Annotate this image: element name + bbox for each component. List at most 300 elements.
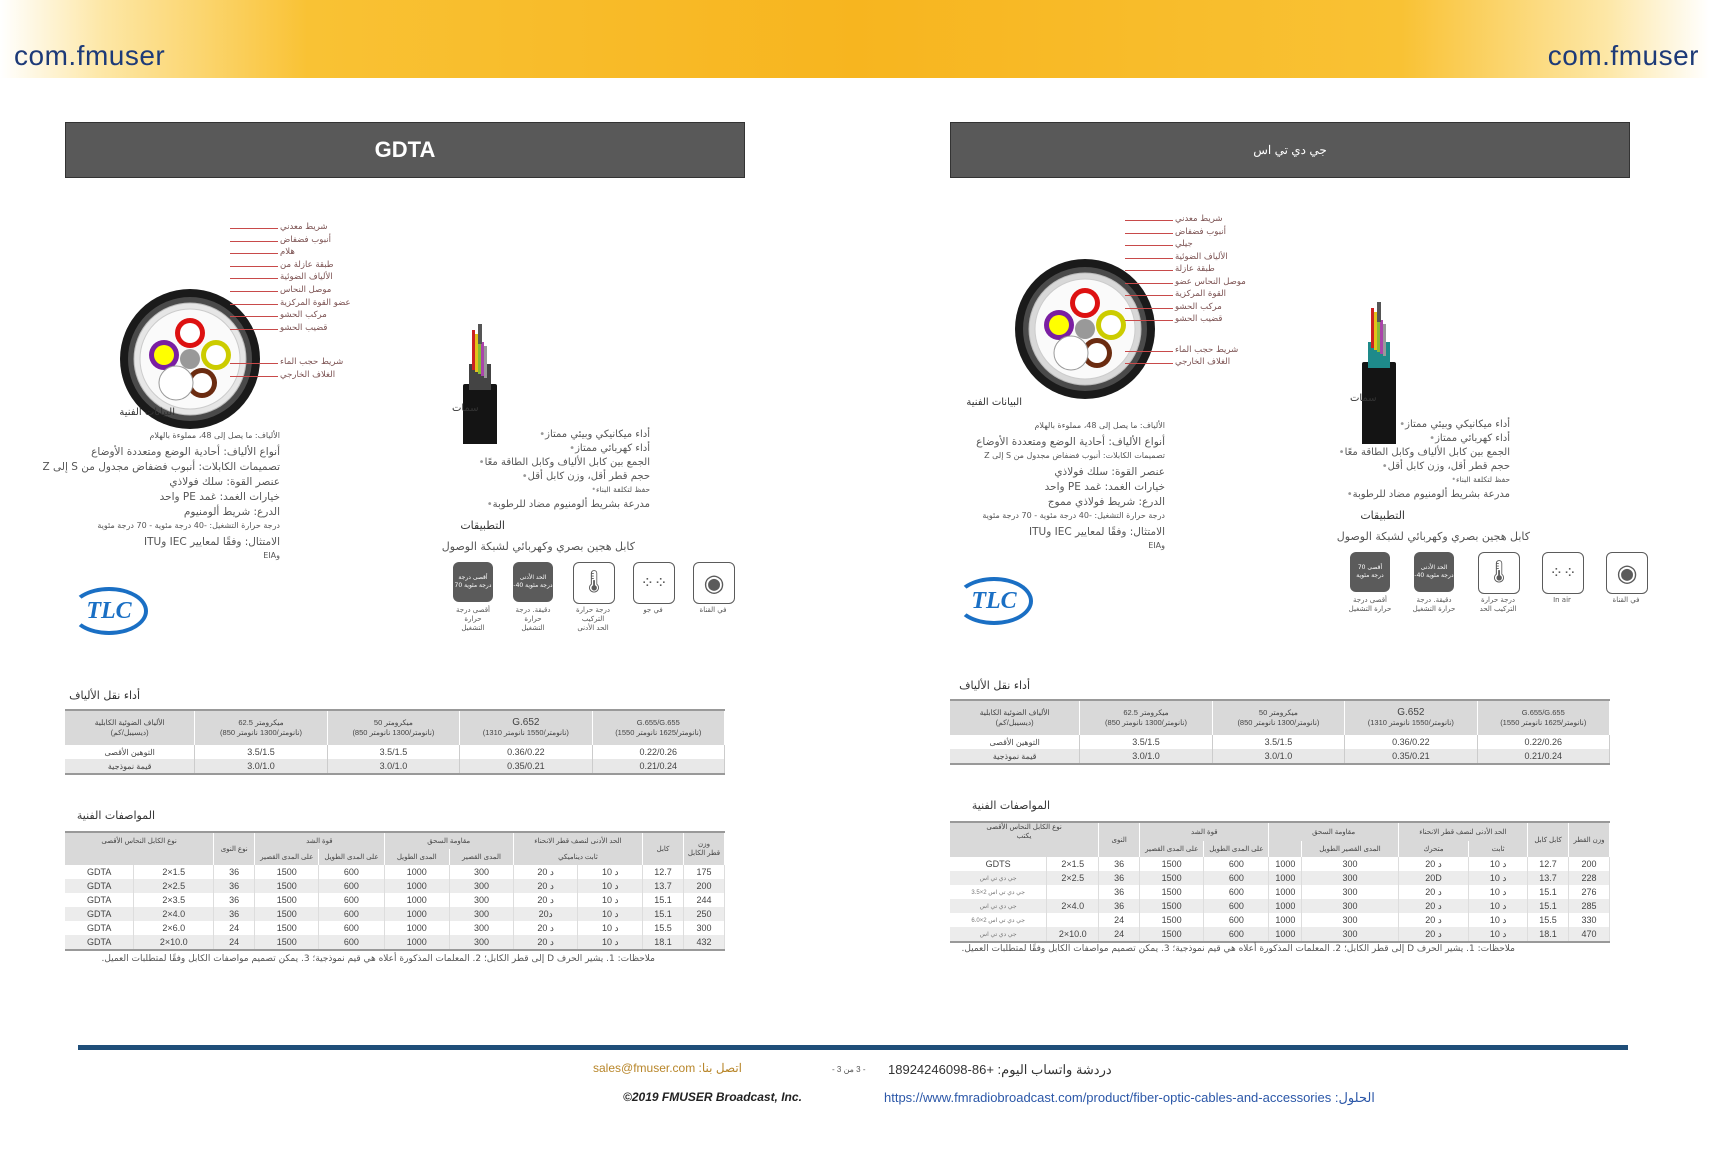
table-cell: جي دي تي اس: [950, 871, 1047, 885]
table-cell: 15.1: [1528, 899, 1569, 913]
table-cell: 276: [1569, 885, 1610, 899]
table-cell: 600: [319, 907, 384, 921]
leader-line: [1125, 258, 1173, 259]
diagram-label: شريط حجب الماء: [280, 357, 344, 368]
table-cell: 15.5: [1528, 913, 1569, 927]
table-cell: 20D: [1398, 871, 1468, 885]
table-cell: 20 د: [513, 935, 578, 950]
tech-line: عنصر القوة: سلك فولاذي: [1054, 466, 1165, 478]
feature-text: حفظ لتكلفة البناء: [1455, 475, 1510, 484]
table-cell: 600: [1204, 927, 1269, 942]
table-cell: 600: [319, 921, 384, 935]
column-header: على المدى القصير: [255, 849, 319, 865]
table-cell: 300: [450, 907, 514, 921]
table-cell: جي دي تي اس 2×3.5: [950, 885, 1047, 899]
features-heading: سمات: [1350, 393, 1377, 404]
feature-item: [588, 485, 650, 494]
table-cell: 0.21/0.24: [592, 759, 724, 774]
column-header: [65, 849, 214, 865]
table-cell: 300: [1302, 927, 1399, 942]
table-cell: 10 د: [578, 865, 643, 879]
table-row: [950, 871, 1610, 885]
table-cell: 1000: [1269, 885, 1302, 899]
feature-text: أداء كهربائي ممتاز: [575, 443, 650, 454]
diagram-label: قضيب الحشو: [280, 322, 328, 333]
table-row: [65, 935, 725, 950]
table-cell: 300: [1302, 857, 1399, 871]
table-cell: 244: [684, 893, 725, 907]
app-icon-caption: في جو: [643, 606, 663, 614]
app-icon-3: ⁘⁘: [633, 562, 675, 604]
app-icon-caption: درجة حرارة التركيب الحد: [1479, 596, 1517, 613]
table-row: [65, 745, 725, 759]
tech-line: خيارات الغمد: غمد PE واحد: [1044, 481, 1165, 493]
leader-line: [1125, 220, 1173, 221]
bullet-icon: •: [1338, 447, 1345, 458]
table-row: [65, 907, 725, 921]
table-cell: 2×4.0: [134, 907, 214, 921]
table-cell: 1500: [1140, 885, 1204, 899]
tlc-logo: TLC: [955, 577, 1033, 625]
feature-text: الجمع بين كابل الألياف وكابل الطاقة معًا: [484, 457, 650, 468]
app-icon-label: الحد الأدنى -40 درجة مئوية: [1414, 564, 1454, 579]
leader-line: [1125, 245, 1173, 246]
table-cell: 200: [1569, 857, 1610, 871]
table-cell: 20 د: [1398, 885, 1468, 899]
table-cell: 12.7: [1528, 857, 1569, 871]
header-main: (850 نانومتر/1300 نانومتر): [1105, 718, 1188, 727]
app-icon-1: [1414, 552, 1454, 592]
tech-line: عنصر القوة: سلك فولاذي: [169, 476, 280, 488]
table-cell: 300: [1302, 885, 1399, 899]
table-cell: 600: [1204, 913, 1269, 927]
table-cell: 12.7: [643, 865, 684, 879]
leader-line: [1125, 295, 1173, 296]
tech-line: أنواع الألياف: أحادية الوضع ومتعددة الأوضاع: [976, 436, 1165, 448]
column-header: نوع الكابل النحاس الأقصى يكتب: [950, 822, 1099, 841]
table-cell: 1500: [255, 921, 319, 935]
table-row: [65, 893, 725, 907]
product-title: GDTA: [65, 122, 745, 178]
top-banner: [0, 0, 1709, 78]
table-cell: GDTA: [65, 921, 134, 935]
column-header: الحد الأدنى لنصف قطر الانحناء: [1398, 822, 1527, 841]
table-cell: 3.0/1.0: [1080, 749, 1212, 764]
table-cell: 36: [1099, 899, 1140, 913]
column-header: [950, 841, 1099, 857]
brand-right: com.fmuser: [1547, 40, 1699, 71]
app-icon-caption: In air: [1553, 596, 1571, 604]
app-icon-label: الحد الأدنى -40 درجة مئوية: [513, 574, 553, 589]
app-icon-label: أقصى درجة 70 درجة مئوية: [454, 574, 492, 589]
feature-text: حجم قطر أقل، وزن كابل أقل: [527, 471, 650, 482]
table-header: [65, 710, 725, 745]
feature-item: [1395, 419, 1510, 430]
table-cell: 600: [1204, 885, 1269, 899]
table-cell: 20 د: [1398, 927, 1468, 942]
header-sub: G.652: [512, 717, 540, 728]
leader-line: [230, 316, 278, 317]
header-sub: G.655/G.655: [636, 718, 680, 727]
table-cell: 15.5: [643, 921, 684, 935]
table-cell: 1000: [1269, 913, 1302, 927]
column-header: [1080, 700, 1212, 735]
table-cell: 2×2.5: [1047, 871, 1099, 885]
table-cell: 300: [450, 865, 514, 879]
bullet-icon: •: [1451, 475, 1456, 484]
leader-line: [230, 253, 278, 254]
column-header: كابل: [643, 832, 684, 865]
table-cell: 285: [1569, 899, 1610, 913]
table-cell: 1500: [1140, 857, 1204, 871]
feature-item: [1335, 447, 1510, 458]
table-cell: 330: [1569, 913, 1610, 927]
table-row: [65, 865, 725, 879]
table-subheader: [950, 841, 1610, 857]
table-cell: 300: [1302, 899, 1399, 913]
column-header: قوة الشد: [255, 832, 384, 849]
brand-left: com.fmuser: [14, 40, 166, 71]
header-main: الألياف الضوئية الكابلية (ديسيبل/كم): [979, 708, 1050, 727]
feature-text: مدرعة بشريط ألومنيوم مضاد للرطوبة: [1352, 489, 1510, 500]
table-cell: 2×10.0: [1047, 927, 1099, 942]
column-header: مقاومة السحق: [384, 832, 513, 849]
leader-line: [230, 376, 278, 377]
app-icon-4: ◉: [1606, 552, 1648, 594]
tech-heading: البيانات الفنية: [966, 397, 1022, 408]
table-row: [65, 879, 725, 893]
table-cell: 2×1.5: [134, 865, 214, 879]
table-cell: GDTA: [65, 907, 134, 921]
table-cell: 0.36/0.22: [1345, 735, 1477, 749]
tech-line: الألياف: ما يصل إلى 48، مملوءة بالهلام: [149, 431, 280, 440]
table-cell: 1500: [255, 935, 319, 950]
table-cell: 15.1: [643, 893, 684, 907]
table-cell: 18.1: [643, 935, 684, 950]
table-cell: 1000: [384, 893, 450, 907]
diagram-label: مركب الحشو: [280, 310, 327, 321]
diagram-label: القوة المركزية: [1175, 289, 1227, 299]
table-cell: 2×2.5: [134, 879, 214, 893]
table-cell: 300: [450, 893, 514, 907]
table-cell: 10 د: [1469, 885, 1528, 899]
feature-item: [1378, 461, 1510, 472]
table-cell: 1500: [1140, 913, 1204, 927]
table-cell: 36: [214, 893, 255, 907]
header-main: (850 نانومتر/1300 نانومتر): [352, 728, 435, 737]
column-header: كابل كابل: [1528, 822, 1569, 857]
table-cell: 3.0/1.0: [327, 759, 459, 774]
app-icon-caption: درجة حرارة التركيب الحد الأدنى: [576, 606, 610, 632]
header-sub: 50 ميكرومتر: [373, 718, 413, 727]
table-cell: 10 د: [578, 879, 643, 893]
table-cell: 20 د: [1398, 857, 1468, 871]
table-cell: 1500: [1140, 871, 1204, 885]
bullet-icon: •: [569, 443, 576, 454]
column-header: [327, 710, 459, 745]
app-icon-2: 🌡: [1478, 552, 1520, 594]
diagram-label: الغلاف الخارجي: [1175, 357, 1231, 367]
bullet-icon: •: [1399, 419, 1406, 430]
table-cell: 13.7: [643, 879, 684, 893]
feature-item: [535, 429, 650, 440]
table-cell: 1000: [1269, 927, 1302, 942]
table-cell: 20 د: [1398, 899, 1468, 913]
tech-line: درجة حرارة التشغيل: -40 درجة مئوية - 70 درجة مئوية: [982, 511, 1165, 520]
diagram-label: أنبوب فضفاض: [280, 234, 331, 245]
app-icon-caption: دقيقة. درجة حرارة التشغيل: [515, 606, 551, 632]
leader-line: [1125, 283, 1173, 284]
diagram-label: جيلي: [1175, 239, 1193, 249]
header-sub: G.655/G.655: [1521, 708, 1565, 717]
tech-line: الدرع: شريط ألومنيوم: [183, 506, 280, 518]
column-header: النوى: [1099, 822, 1140, 857]
solution-link[interactable]: الحلول: https://www.fmradiobroadcast.com/product/fiber-optic-cables-and-accessories: [884, 1090, 1375, 1105]
applications-heading: التطبيقات: [460, 519, 505, 532]
leader-line: [1125, 233, 1173, 234]
tech-line: درجة حرارة التشغيل: -40 درجة مئوية - 70 درجة مئوية: [97, 521, 280, 530]
column-header: [460, 710, 592, 745]
bullet-icon: •: [539, 429, 546, 440]
table-cell: جي دي تي اس 2×6.0: [950, 913, 1047, 927]
leader-line: [1125, 363, 1173, 364]
diagram-label: الألياف الضوئية: [1175, 251, 1228, 262]
column-header: على المدى الطويل: [319, 849, 384, 865]
leader-line: [1125, 270, 1173, 271]
table-cell: 3.5/1.5: [1080, 735, 1212, 749]
feature-item: [483, 499, 650, 510]
table-cell: 2×10.0: [134, 935, 214, 950]
feature-text: حفظ لتكلفة البناء: [595, 485, 650, 494]
column-header: وزن القطر: [1569, 822, 1610, 857]
bullet-icon: •: [1346, 489, 1353, 500]
table-cell: 1500: [255, 879, 319, 893]
table-cell: 228: [1569, 871, 1610, 885]
leader-line: [230, 363, 278, 364]
column-header: على المدى الطويل: [1204, 841, 1269, 857]
tech-line: وEIA: [1148, 541, 1165, 550]
table-cell: 1000: [1269, 871, 1302, 885]
column-header: قوة الشد: [1140, 822, 1269, 841]
table-cell: 0.22/0.26: [1477, 735, 1609, 749]
right-product: [950, 122, 1640, 954]
table-cell: 250: [684, 907, 725, 921]
copyright: ©2019 FMUSER Broadcast, Inc.: [623, 1090, 802, 1104]
product-title: جي دي تي اس: [950, 122, 1630, 178]
app-icon-caption: في القناة: [699, 606, 727, 614]
table-cell: 10 د: [578, 907, 643, 921]
table-cell: قيمة نموذجية: [950, 749, 1080, 764]
table-cell: 300: [684, 921, 725, 935]
diagram-label: موصل النحاس عضو: [1175, 276, 1246, 287]
column-header: المدى القصير: [450, 849, 514, 865]
leader-line: [230, 241, 278, 242]
table-cell: 18.1: [1528, 927, 1569, 942]
table-row: [950, 927, 1610, 942]
diagram-label: شريط معدني: [1175, 214, 1223, 224]
table-cell: 1000: [1269, 899, 1302, 913]
header-main: (1310 نانومتر/1550 نانومتر): [1367, 718, 1454, 727]
tech-line: الدرع: شريط فولاذي مموج: [1047, 496, 1165, 508]
table-cell: 1500: [1140, 899, 1204, 913]
table-cell: 1000: [384, 865, 450, 879]
spec-heading: المواصفات الفنية: [971, 799, 1050, 812]
table-cell: 36: [1099, 857, 1140, 871]
leader-line: [1125, 351, 1173, 352]
table-cell: 432: [684, 935, 725, 950]
leader-line: [230, 266, 278, 267]
table-cell: 1500: [1140, 927, 1204, 942]
column-header: مقاومة السحق: [1269, 822, 1398, 841]
table-cell: 1000: [384, 907, 450, 921]
diagram-labels: [950, 122, 1630, 452]
table-cell: 600: [319, 935, 384, 950]
feature-text: مدرعة بشريط ألومنيوم مضاد للرطوبة: [492, 499, 650, 510]
table-cell: 20 د: [513, 921, 578, 935]
table-cell: 10 د: [1469, 857, 1528, 871]
bullet-icon: •: [478, 457, 485, 468]
leader-line: [230, 329, 278, 330]
header-main: (1310 نانومتر/1550 نانومتر): [482, 728, 569, 737]
technical-spec-table: [65, 831, 725, 951]
diagram-label: الغلاف الخارجي: [280, 370, 336, 380]
table-cell: 24: [214, 935, 255, 950]
contact-email[interactable]: اتصل بنا: sales@fmuser.com: [593, 1061, 743, 1075]
column-header: نوع الكابل النحاس الأقصى: [65, 832, 214, 849]
leader-line: [230, 228, 278, 229]
column-header: متحرك: [1398, 841, 1468, 857]
leader-line: [230, 278, 278, 279]
app-icon-2: 🌡: [573, 562, 615, 604]
diagram-label: شريط حجب الماء: [1175, 344, 1239, 355]
table-cell: 24: [1099, 913, 1140, 927]
tech-line: الامتثال: وفقًا لمعايير IEC وITU: [1029, 526, 1165, 538]
tech-heading: البيانات الفنية: [119, 407, 175, 418]
applications-text: كابل هجين بصري وكهربائي لشبكة الوصول: [441, 540, 635, 553]
table-cell: 2×3.5: [134, 893, 214, 907]
table-cell: قيمة نموذجية: [65, 759, 195, 774]
table-cell: 600: [319, 865, 384, 879]
table-cell: 20 د: [1398, 913, 1468, 927]
table-cell: 10 د: [1469, 927, 1528, 942]
app-icon-caption: في القناة: [1612, 596, 1640, 604]
spec-note: ملاحظات: 1. يشير الحرف D إلى قطر الكابل؛ 2. المعلمات المذكورة أعلاه هي قيم نموذجية؛ 3. يمكن تصميم مواصفات الكابل وفقًا لمتطلبات العميل.: [961, 944, 1515, 954]
column-header: على المدى القصير: [1140, 841, 1204, 857]
table-cell: 300: [1302, 913, 1399, 927]
tech-line: أنواع الألياف: أحادية الوضع ومتعددة الأوضاع: [91, 446, 280, 458]
column-header: نوع النوى: [214, 832, 255, 865]
column-header: [950, 700, 1080, 735]
table-cell: 175: [684, 865, 725, 879]
app-icon-caption: دقيقة. درجة حرارة التشغيل: [1412, 596, 1456, 613]
table-cell: 24: [1099, 927, 1140, 942]
app-icon-4: ◉: [693, 562, 735, 604]
diagram-label: هلام: [280, 247, 295, 258]
table-cell: 36: [1099, 871, 1140, 885]
feature-item: [518, 471, 650, 482]
table-cell: التوهين الأقصى: [950, 735, 1080, 749]
table-header: [950, 822, 1610, 841]
table-cell: 1000: [384, 921, 450, 935]
table-row: [950, 857, 1610, 871]
bullet-icon: •: [1381, 461, 1388, 472]
table-cell: 20د: [513, 907, 578, 921]
leader-line: [230, 304, 278, 305]
tech-line: خيارات الغمد: غمد PE واحد: [159, 491, 280, 503]
column-header: [1477, 700, 1609, 735]
diagram-label: عضو القوة المركزية: [280, 297, 351, 308]
table-cell: جي دي تي اس: [950, 899, 1047, 913]
spec-heading: المواصفات الفنية: [76, 809, 155, 822]
feature-item: [1425, 433, 1510, 444]
feature-text: أداء ميكانيكي وبيئي ممتاز: [545, 429, 650, 440]
table-cell: 600: [1204, 899, 1269, 913]
table-cell: 300: [1302, 871, 1399, 885]
table-cell: 36: [214, 879, 255, 893]
column-header: [65, 710, 195, 745]
header-main: (850 نانومتر/1300 نانومتر): [220, 728, 303, 737]
table-cell: 470: [1569, 927, 1610, 942]
bullet-icon: •: [486, 499, 493, 510]
table-cell: GDTA: [65, 935, 134, 950]
table-cell: 10 د: [578, 893, 643, 907]
table-cell: التوهين الأقصى: [65, 745, 195, 759]
table-row: [950, 735, 1610, 749]
header-main: (1550 نانومتر/1625 نانومتر): [615, 728, 702, 737]
table-cell: 600: [319, 893, 384, 907]
perf-heading: أداء نقل الألياف: [959, 679, 1030, 692]
column-header: [1345, 700, 1477, 735]
table-cell: 15.1: [1528, 885, 1569, 899]
table-row: [65, 759, 725, 774]
table-cell: 24: [214, 921, 255, 935]
table-cell: 15.1: [643, 907, 684, 921]
table-cell: 0.35/0.21: [1345, 749, 1477, 764]
table-row: [950, 913, 1610, 927]
footer-rule: [78, 1045, 1628, 1050]
header-sub: 62.5 ميكرومتر: [1123, 708, 1169, 717]
spec-note: ملاحظات: 1. يشير الحرف D إلى قطر الكابل؛ 2. المعلمات المذكورة أعلاه هي قيم نموذجية؛ 3. يمكن تصميم مواصفات الكابل وفقًا لمتطلبات العميل.: [101, 954, 655, 964]
table-cell: 3.0/1.0: [1212, 749, 1344, 764]
page-number: - 3 من 3 -: [832, 1065, 866, 1074]
feature-text: أداء ميكانيكي وبيئي ممتاز: [1405, 419, 1510, 430]
table-cell: 10 د: [1469, 871, 1528, 885]
table-header: [65, 832, 725, 849]
feature-item: [1343, 489, 1510, 500]
diagram-label: طبقة عازلة: [1175, 264, 1215, 274]
table-cell: 0.36/0.22: [460, 745, 592, 759]
table-cell: 300: [450, 879, 514, 893]
app-icon-0: [1350, 552, 1390, 592]
table-row: [65, 921, 725, 935]
features-heading: سمات: [452, 403, 479, 414]
table-row: [950, 899, 1610, 913]
table-cell: GDTA: [65, 879, 134, 893]
feature-item: [565, 443, 650, 454]
column-header: المدى القصير الطويل: [1302, 841, 1399, 857]
whatsapp-contact[interactable]: دردشة واتساب اليوم: +86-18924246098: [888, 1062, 1112, 1077]
diagram-label: الألياف الضوئية: [280, 272, 333, 283]
table-cell: 300: [450, 921, 514, 935]
diagram-label: شريط معدني: [280, 222, 328, 232]
tech-line: تصميمات الكابلات: أنبوب فضفاض مجدول من S إلى Z: [42, 461, 280, 473]
table-cell: 600: [1204, 871, 1269, 885]
table-subheader: [65, 849, 725, 865]
diagram-label: قضيب الحشو: [1175, 314, 1223, 324]
bullet-icon: •: [591, 485, 596, 494]
table-cell: [1047, 913, 1099, 927]
app-icon-3: ⁘⁘: [1542, 552, 1584, 594]
